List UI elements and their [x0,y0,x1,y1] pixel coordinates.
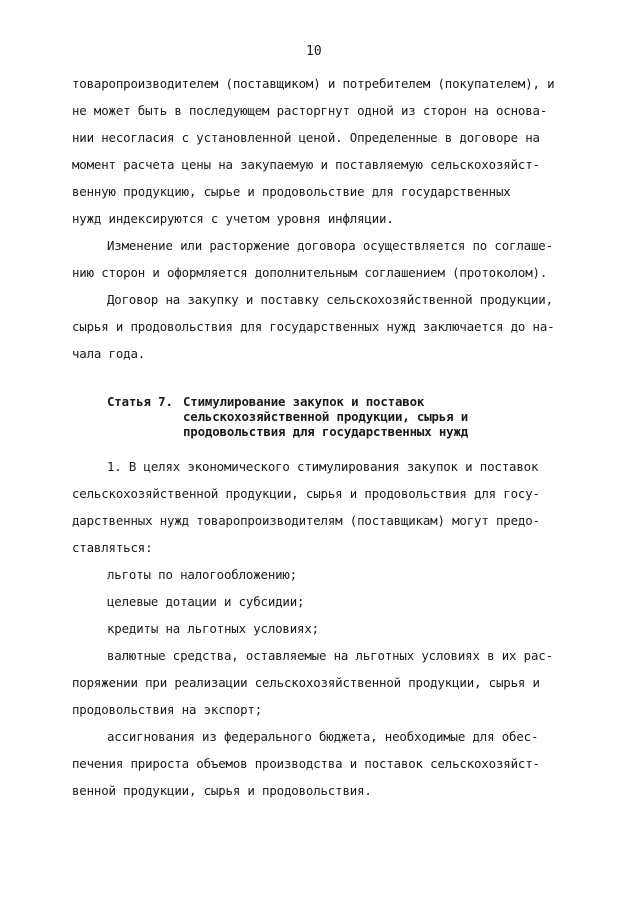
text-line: ставляться: [72,540,153,555]
text-line: поряжении при реализации сельскохозяйственной продукции, сырья и [72,675,540,690]
text-line: валютные средства, оставляемые на льготных условиях в их рас- [107,648,553,663]
text-line: венную продукцию, сырье и продовольствие для государственных [72,184,511,199]
text-line: сырья и продовольствия для государственных нужд заключается до на- [72,319,555,334]
text-line: момент расчета цены на закупаемую и поставляемую сельскохозяйст- [72,157,540,172]
text-line: печения прироста объемов производства и поставок сельскохозяйст- [72,756,540,771]
text-line: льготы по налогообложению; [107,567,298,582]
text-line: 1. В целях экономического стимулирования закупок и поставок [107,459,539,474]
article-title-line: Стимулирование закупок и поставок [183,394,425,409]
text-line: кредиты на льготных условиях; [107,621,319,636]
text-line: Договор на закупку и поставку сельскохозяйственной продукции, [107,292,553,307]
text-line: нужд индексируются с учетом уровня инфляции. [72,211,394,226]
text-line: чала года. [72,346,146,361]
article-title-line: продовольствия для государственных нужд [183,424,469,439]
text-line: продовольствия на экспорт; [72,702,263,717]
text-line: не может быть в последующем расторгнут одной из сторон на основа- [72,103,548,118]
article-title-line: сельскохозяйственной продукции, сырья и [183,409,469,424]
text-line: целевые дотации и субсидии; [107,594,305,609]
text-line: дарственных нужд товаропроизводителям (поставщикам) могут предо- [72,513,540,528]
text-line: ассигнования из федерального бюджета, необходимые для обес- [107,729,539,744]
text-line: венной продукции, сырья и продовольствия. [72,783,372,798]
text-line: нии несогласия с установленной ценой. Определенные в договоре на [72,130,540,145]
page-number: 10 [306,44,322,59]
text-line: сельскохозяйственной продукции, сырья и продовольствия для госу- [72,486,540,501]
article-label: Статья 7. [107,394,173,409]
text-line: Изменение или расторжение договора осуществляется по соглаше- [107,238,553,253]
text-line: нию сторон и оформляется дополнительным соглашением (протоколом). [72,265,548,280]
text-line: товаропроизводителем (поставщиком) и потребителем (покупателем), и [72,76,555,91]
